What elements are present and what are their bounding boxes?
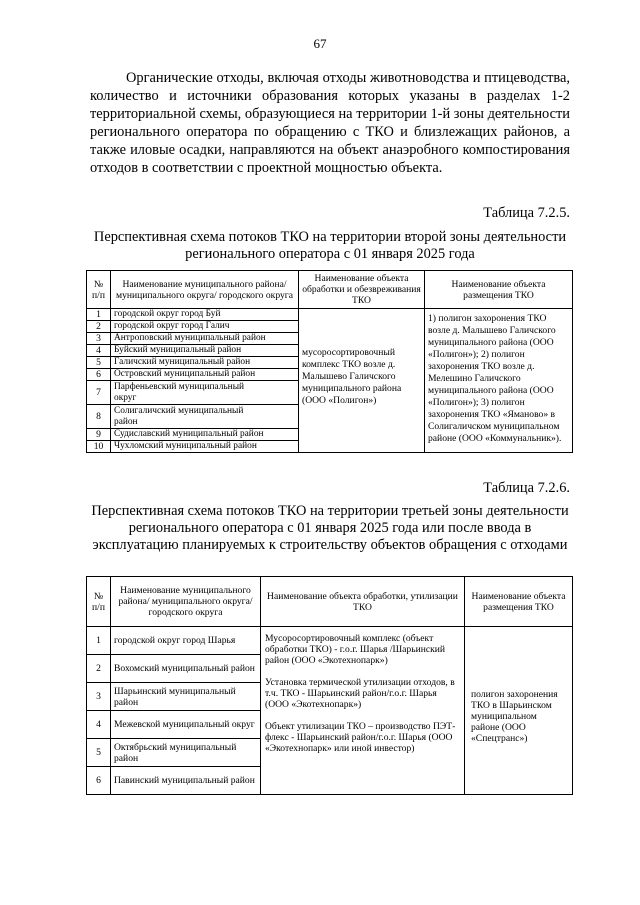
row-num: 2 (87, 655, 111, 683)
table-header-row (87, 577, 573, 627)
table-row (87, 309, 573, 321)
row-num: 6 (87, 767, 111, 795)
header-municipality: Наименование муниципального района/ муниципального округа/ городского округа (111, 577, 261, 627)
row-name: Галичский муниципальный район (111, 357, 299, 369)
header-processing: Наименование объекта обработки и обезвреживания ТКО (299, 271, 425, 309)
processing-facilities (261, 627, 465, 795)
row-num: 4 (87, 345, 111, 357)
row-num: 7 (87, 381, 111, 405)
table-7-2-5 (86, 270, 573, 453)
row-num: 2 (87, 321, 111, 333)
row-num: 9 (87, 429, 111, 441)
facility-thermal-unit: Установка термической утилизации отходов, в т.ч. ТКО - Шарьинский район/г.о.г. Шарья (ООО «Экотехнопарк») (265, 677, 455, 710)
disposal-facility (465, 627, 573, 795)
header-num: № п/п (87, 271, 111, 309)
processing-facility-text: мусоросортировочный комплекс ТКО возле д. Малышево Галичского муниципального района (ООО «Полигон») (302, 347, 402, 406)
table-7-2-6 (86, 576, 573, 795)
header-num: № п/п (87, 577, 111, 627)
row-name (111, 405, 299, 429)
header-disposal: Наименование объекта размещения ТКО (425, 271, 573, 309)
row-name: Павинский муниципальный район (111, 767, 261, 795)
disposal-facility: 1) полигон захоронения ТКО возле д. Малышево Галичского муниципального района (ООО «Полигон»); 2) полигон захоронения ТКО возле д. Мелешино Галичского муниципального района (ООО «Полигон»); 3) полигон захоронения ТКО «Яманово» в Солигаличском муниципальном районе (ООО «Коммунальник»). (425, 309, 573, 453)
header-processing: Наименование объекта обработки, утилизации ТКО (261, 577, 465, 627)
table-caption-7-2-6: Таблица 7.2.6. (483, 480, 570, 496)
row-name: Буйский муниципальный район (111, 345, 299, 357)
row-name: городской округ город Галич (111, 321, 299, 333)
row-num: 4 (87, 711, 111, 739)
row-num: 3 (87, 333, 111, 345)
row-name: Судиславский муниципальный район (111, 429, 299, 441)
row-name: Межевской муниципальный округ (111, 711, 261, 739)
row-name: Чухломский муниципальный район (111, 441, 299, 453)
facility-pet-flex: Объект утилизации ТКО – производство ПЭТ-флекс - Шарьинский район/г.о.г. Шарья (ООО «Экотехнопарк» или иной инвестор) (265, 721, 456, 754)
table-caption-7-2-5: Таблица 7.2.5. (483, 205, 570, 221)
row-name: Вохомский муниципальный район (111, 655, 261, 683)
row-name: городской округ город Шарья (111, 627, 261, 655)
row-name: Антроповский муниципальный район (111, 333, 299, 345)
row-num: 1 (87, 309, 111, 321)
header-disposal: Наименование объекта размещения ТКО (465, 577, 573, 627)
row-name-text: Парфеньевский муниципальный округ (114, 381, 245, 403)
row-num: 5 (87, 739, 111, 767)
row-name: Октябрьский муниципальный район (111, 739, 261, 767)
row-num: 5 (87, 357, 111, 369)
table-title-7-2-6: Перспективная схема потоков ТКО на территории третьей зоны деятельности регионального оператора с 01 января 2025 года или после ввода в эксплуатацию планируемых к строительству объектов обращения с отходами (91, 503, 569, 553)
row-name: Шарьинский муниципальный район (111, 683, 261, 711)
row-name (111, 381, 299, 405)
page-number: 67 (313, 36, 327, 51)
row-num: 6 (87, 369, 111, 381)
row-num: 10 (87, 441, 111, 453)
row-num: 1 (87, 627, 111, 655)
table-row (87, 627, 573, 655)
row-num: 3 (87, 683, 111, 711)
disposal-facility-text: полигон захоронения ТКО в Шарьинском муниципальном районе (ООО «Спецтранс») (471, 689, 558, 744)
row-name-text: Солигаличский муниципальный район (114, 405, 244, 427)
facility-sorting-complex: Мусоросортировочный комплекс (объект обработки ТКО) - г.о.г. Шарья /Шарьинский район (ООО «Экотехнопарк») (265, 633, 446, 666)
row-name: городской округ город Буй (111, 309, 299, 321)
table-title-7-2-5: Перспективная схема потоков ТКО на территории второй зоны деятельности регионального оператора с 01 января 2025 года (93, 229, 567, 262)
table-header-row (87, 271, 573, 309)
processing-facility (299, 309, 425, 453)
header-municipality: Наименование муниципального района/муниципального округа/ городского округа (111, 271, 299, 309)
row-name: Островский муниципальный район (111, 369, 299, 381)
row-num: 8 (87, 405, 111, 429)
body-paragraph: Органические отходы, включая отходы животноводства и птицеводства, количество и источники образования которых указаны в разделах 1-2 территориальной схемы, образующиеся на территории 1-й зоны деятельности регионального оператора по обращению с ТКО и близлежащих районов, а также иловые осадки, направляются на объект анаэробного компостирования отходов в соответствии с проектной мощностью объекта. (90, 70, 570, 176)
